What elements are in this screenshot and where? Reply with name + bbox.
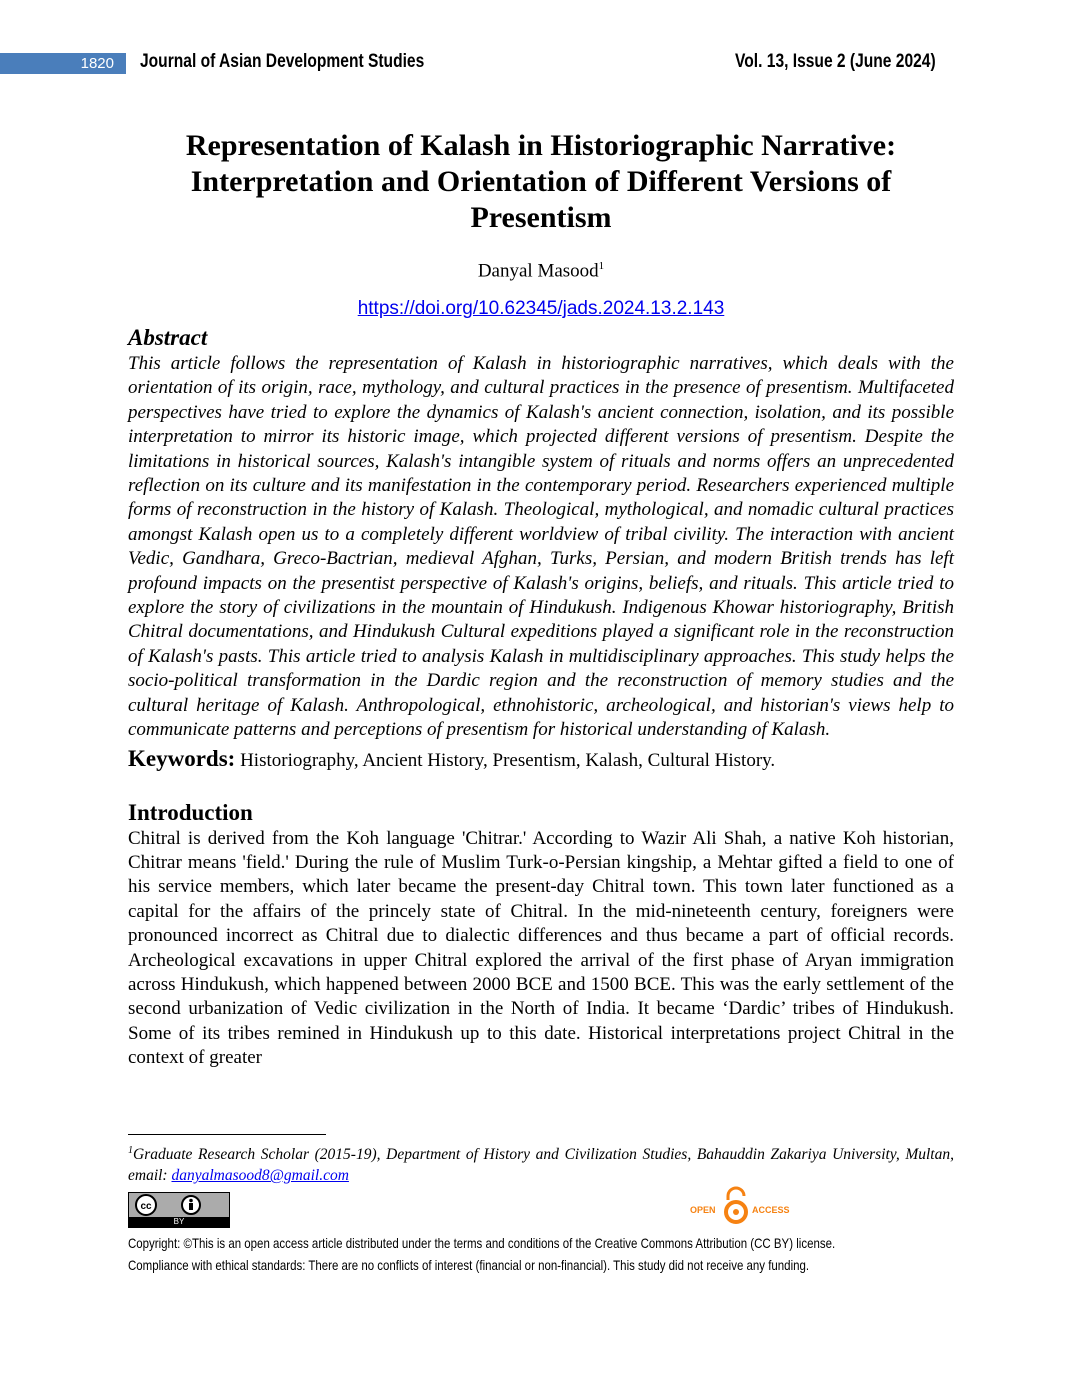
doi-link[interactable]: https://doi.org/10.62345/jads.2024.13.2.143 — [357, 298, 725, 319]
cc-symbols-icon — [129, 1193, 229, 1217]
doi-line — [0, 298, 1082, 320]
author-email-link[interactable]: danyalmasood8@gmail.com — [171, 1167, 349, 1185]
introduction-heading: Introduction — [128, 799, 253, 825]
footnote-text: Graduate Research Scholar (2015-19), Department of History and Civilization Studies, Bahauddin Zakariya University, Multan, email: — [128, 1146, 954, 1185]
svg-text:cc: cc — [140, 1201, 152, 1212]
running-header — [0, 50, 1082, 78]
oa-open-text: OPEN — [690, 1205, 716, 1215]
license-statement — [128, 1232, 866, 1276]
compliance-line: Compliance with ethical standards: There are no conflicts of interest (financial or non-financial). This study did not receive any funding. — [128, 1257, 810, 1273]
volume-issue: Vol. 13, Issue 2 (June 2024) — [735, 51, 936, 72]
keywords-line — [128, 745, 954, 775]
article-title: Representation of Kalash in Historiographic Narrative: Interpretation and Orientation of Different Versions of Presentism — [185, 129, 897, 234]
keywords-label: Keywords: — [128, 745, 236, 771]
introduction-text: Chitral is derived from the Koh language 'Chitrar.' According to Wazir Ali Shah, a native Koh historian, Chitrar means 'field.' During the rule of Muslim Turk-o-Persian kingship, a Mehtar gifted a field to one of his service members, which later became the present-day Chitral town. This town later functioned as a capital for the affairs of the princely state of Chitral. In the mid-nineteenth century, foreigners were pronounced incorrect as Chitral due to dialectic differences and thus became a part of official records. Archeological excavations in upper Chitral explored the arrival of the first phase of Aryan immigration across Hindukush, which happened between 2000 BCE and 1500 BCE. This was the early settlement of the second urbanization of Vedic civilization in the North of India. It became ‘Dardic’ tribes of Hindukush. Some of its tribes remined in Hindukush up to this date. Historical interpretations project Chitral in the context of greater — [128, 827, 954, 1069]
footnote-marker: 1 — [128, 1145, 133, 1156]
author-line — [0, 260, 1082, 282]
journal-name: Journal of Asian Development Studies — [140, 51, 425, 72]
copyright-line: Copyright: ©This is an open access article distributed under the terms and conditions of the Creative Commons Attribution (CC BY) license. — [128, 1235, 836, 1251]
cc-by-label: BY — [129, 1217, 229, 1227]
oa-access-text: ACCESS — [752, 1205, 790, 1215]
page-number: 1820 — [0, 53, 126, 74]
footnote — [128, 1140, 954, 1186]
keywords-text: Historiography, Ancient History, Presentism, Kalash, Cultural History. — [240, 749, 776, 771]
abstract-heading: Abstract — [128, 325, 208, 350]
open-access-logo — [688, 1186, 800, 1228]
footnote-divider — [128, 1134, 326, 1135]
article-body — [128, 324, 954, 1071]
abstract-text: This article follows the representation of Kalash in historiographic narratives, which deals with the orientation of its origin, race, mythology, and cultural practices in the presence of presentism. Multifaceted perspectives have tried to explore the dynamics of Kalash's ancient connection, isolation, and its possible interpretation to mirror its historic image, which projected different versions of presentism. Despite the limitations in historical sources, Kalash's intangible system of rituals and norms offers an unprecedented reflection on its culture and its manifestation in the contemporary period. Researchers experienced multiple forms of reconstruction in the history of Kalash. Theological, mythological, and nomadic cultural practices amongst Kalash open us to a completely different worldview of tribal civility. The interaction with ancient Vedic, Gandhara, Greco-Bactrian, medieval Afghan, Turks, Persian, and modern British trends has left profound impacts on the presentist perspective of Kalash's origins, beliefs, and rituals. This article tried to explore the story of civilizations in the mountain of Hindukush. Indigenous Khowar historiography, British Chitral documentations, and Hindukush Cultural expeditions played a significant role in the reconstruction of Kalash's pasts. This article tried to analysis Kalash in multidisciplinary approaches. This study helps the socio-political transformation in the Dardic region and the reconstruction of memory studies and the cultural heritage of Kalash. Anthropological, ethnohistoric, archeological, and historian's views help to communicate patterns and perceptions of presentism for historical understanding of Kalash. — [128, 353, 954, 741]
cc-by-license-icon[interactable] — [128, 1192, 230, 1228]
author-footnote-marker: 1 — [598, 260, 605, 272]
author-name: Danyal Masood — [477, 260, 599, 282]
